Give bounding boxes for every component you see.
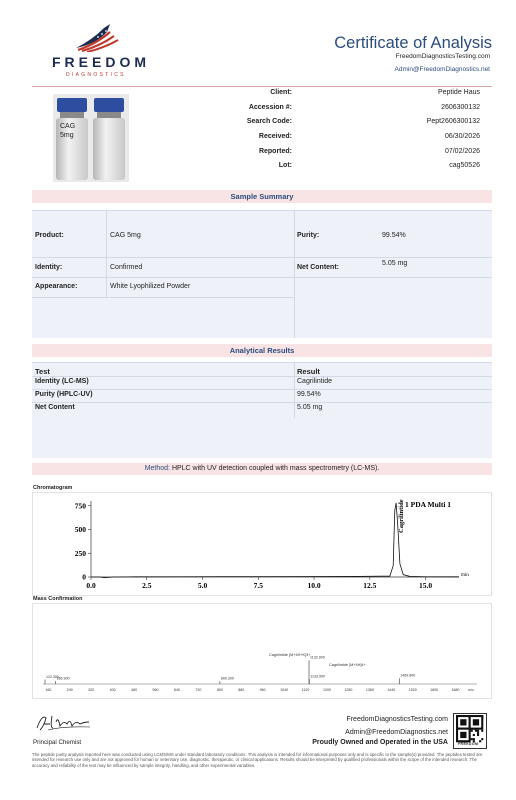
client-info xyxy=(200,89,480,177)
x-unit: min xyxy=(461,573,469,578)
y-tick-label: 0 xyxy=(82,572,86,582)
x-tick-label: 960 xyxy=(259,688,266,692)
qr-module xyxy=(479,740,481,742)
appearance-label: Appearance: xyxy=(35,283,78,290)
col-test-header: Test xyxy=(35,367,50,376)
analytical-results-table xyxy=(32,362,492,458)
x-tick-label: 480 xyxy=(131,688,138,692)
brand-sub: DIAGNOSTICS xyxy=(66,72,126,78)
qr-module xyxy=(471,730,473,732)
product-label: Product: xyxy=(35,232,64,239)
x-tick-label: 1280 xyxy=(344,688,353,692)
sample-summary-heading: Sample Summary xyxy=(32,190,492,203)
peak-label: 1133.900 xyxy=(310,674,326,679)
method-line xyxy=(32,463,492,475)
client-info-row xyxy=(200,89,480,104)
y-tick-label: 250 xyxy=(74,548,86,558)
chromatogram-label: Chromatogram xyxy=(33,485,73,491)
x-tick-label: 640 xyxy=(173,688,180,692)
mass-confirmation-label: Mass Confirmation xyxy=(33,596,83,602)
x-tick-label: 720 xyxy=(195,688,202,692)
appearance-value: White Lyophilized Powder xyxy=(110,283,191,290)
client-info-row xyxy=(200,162,480,177)
net-content-value: 5.05 mg xyxy=(382,260,408,267)
qr-module xyxy=(475,730,477,732)
client-info-label: Search Code: xyxy=(246,118,292,126)
header-divider xyxy=(32,86,492,87)
client-info-value: Pept2606300132 xyxy=(426,118,480,126)
method-text: HPLC with UV detection coupled with mass spectrometry (LC-MS). xyxy=(170,465,380,472)
annotation: Cagrilintide [M+4H]4+ xyxy=(329,663,366,667)
header xyxy=(0,0,516,88)
mass-spectrum-box xyxy=(32,603,492,699)
x-tick-label: 5.0 xyxy=(197,581,208,590)
qr-module xyxy=(481,738,483,740)
col-result-header: Result xyxy=(297,367,320,376)
x-tick-label: 560 xyxy=(152,688,159,692)
x-tick-label: 1200 xyxy=(322,688,331,692)
footer-website[interactable]: FreedomDiagnosticsTesting.com xyxy=(346,716,448,723)
peak-label: 186.900 xyxy=(56,676,70,681)
purity-label: Purity: xyxy=(297,232,320,239)
client-info-label: Lot: xyxy=(278,162,292,170)
x-tick-label: 1120 xyxy=(301,688,310,692)
client-info-label: Accession #: xyxy=(248,103,292,111)
page-title: Certificate of Analysis xyxy=(334,34,492,52)
peak-label: 1469.800 xyxy=(400,673,416,678)
result-value: Cagrilintide xyxy=(297,378,333,385)
disclaimer: The peptide purity analysis reported here was conducted using LCMS/MS under standard laboratory conditions. This analysis is intended for informational purposes only and is specific to the sample(s) provided. The peptides tested are intended for research use only and are not approved for human or veterinary use, diagnostic, therapeutic, or clinical applications. Results should be interpreted by qualified professionals within the scope of the intended research. The accuracy and reliability of the test may be influenced by sample integrity, handling, and other experimental variables. xyxy=(32,752,483,768)
identity-label: Identity: xyxy=(35,264,63,271)
client-info-row xyxy=(200,118,480,133)
result-value: 5.05 mg xyxy=(297,404,323,411)
chromatogram-box xyxy=(32,492,492,596)
peak-label: 122.300 xyxy=(46,675,59,680)
qr-module xyxy=(477,732,479,734)
vial-label: CAG 5mg xyxy=(60,123,76,139)
identity-value: Confirmed xyxy=(110,264,143,271)
qr-finder xyxy=(460,719,466,725)
freedom-logo xyxy=(44,22,154,82)
qr-module xyxy=(471,738,473,740)
qr-module xyxy=(473,738,475,740)
result-test: Identity (LC-MS) xyxy=(35,378,89,385)
footer-email[interactable]: Admin@FreedomDiagnostics.net xyxy=(345,729,448,736)
sample-vials-photo xyxy=(53,94,129,182)
result-test: Net Content xyxy=(35,404,75,411)
client-info-value: 06/30/2026 xyxy=(444,133,480,141)
peak-label: Cagrilintide xyxy=(398,499,405,533)
x-tick-label: 240 xyxy=(66,688,73,692)
peak-label: 1132.900 xyxy=(309,655,325,660)
client-info-value: cag50526 xyxy=(449,162,480,170)
purity-value: 99.54% xyxy=(382,232,406,239)
x-tick-label: 1360 xyxy=(365,688,374,692)
chromatogram-chart xyxy=(33,493,491,595)
analytical-results-heading: Analytical Results xyxy=(32,344,492,357)
x-tick-label: 400 xyxy=(109,688,116,692)
brand-name: FREEDOM xyxy=(52,54,150,70)
qr-module xyxy=(477,730,479,732)
x-tick-label: 7.5 xyxy=(253,581,263,590)
x-tick-label: 800 xyxy=(216,688,223,692)
signature xyxy=(34,710,94,736)
method-label: Method: xyxy=(144,465,170,472)
qr-finder xyxy=(473,719,479,725)
principal-chemist-title: Principal Chemist xyxy=(33,739,82,746)
mass-spectrum-chart xyxy=(33,604,491,698)
x-tick-label: 12.5 xyxy=(363,581,377,590)
x-tick-label: m/z xyxy=(468,688,474,692)
y-tick-label: 500 xyxy=(74,525,86,534)
x-tick-label: 320 xyxy=(88,688,95,692)
flag-logo-icon xyxy=(74,22,126,52)
x-tick-label: 1040 xyxy=(280,688,289,692)
x-tick-label: 160 xyxy=(45,688,52,692)
header-website[interactable]: FreedomDiagnosticsTesting.com xyxy=(395,53,490,60)
qr-finder xyxy=(460,732,466,738)
x-tick-label: 1600 xyxy=(430,688,439,692)
client-info-label: Received: xyxy=(258,133,292,141)
client-info-row xyxy=(200,133,480,148)
vial-labeled xyxy=(56,98,88,180)
qr-module xyxy=(473,734,475,736)
vial-plain xyxy=(93,98,125,180)
x-tick-label: 10.0 xyxy=(307,581,321,590)
footer-tagline: Proudly Owned and Operated in the USA xyxy=(312,739,448,746)
qr-module xyxy=(481,730,483,732)
client-info-value: 2606300132 xyxy=(441,103,480,111)
client-info-row xyxy=(200,148,480,163)
client-info-row xyxy=(200,104,480,119)
legend-label: 1 PDA Multi 1 xyxy=(405,500,452,509)
client-info-value: 07/02/2026 xyxy=(444,147,480,155)
result-value: 99.54% xyxy=(297,391,321,398)
x-tick-label: 1440 xyxy=(387,688,396,692)
header-email[interactable]: Admin@FreedomDiagnostics.net xyxy=(394,66,490,73)
y-tick-label: 750 xyxy=(74,501,86,511)
product-value: CAG 5mg xyxy=(110,232,141,239)
x-tick-label: 1520 xyxy=(408,688,417,692)
x-tick-label: 1680 xyxy=(451,688,460,692)
x-tick-label: 2.5 xyxy=(142,581,152,590)
client-info-label: Client: xyxy=(270,89,292,96)
x-tick-label: 880 xyxy=(238,688,245,692)
client-info-value: Peptide Haus xyxy=(437,89,480,96)
x-tick-label: 0.0 xyxy=(86,581,96,590)
annotation: Cagrilintide [M+4H+K]3+ xyxy=(269,653,311,657)
net-content-label: Net Content: xyxy=(297,264,339,271)
peak-label: 800.300 xyxy=(220,676,234,681)
client-info-label: Reported: xyxy=(258,147,292,155)
qr-module xyxy=(477,734,479,736)
sample-summary-table xyxy=(32,210,492,338)
result-test: Purity (HPLC-UV) xyxy=(35,391,93,398)
x-tick-label: 15.0 xyxy=(418,581,433,590)
qr-caption: FREEDOM xyxy=(458,742,479,746)
